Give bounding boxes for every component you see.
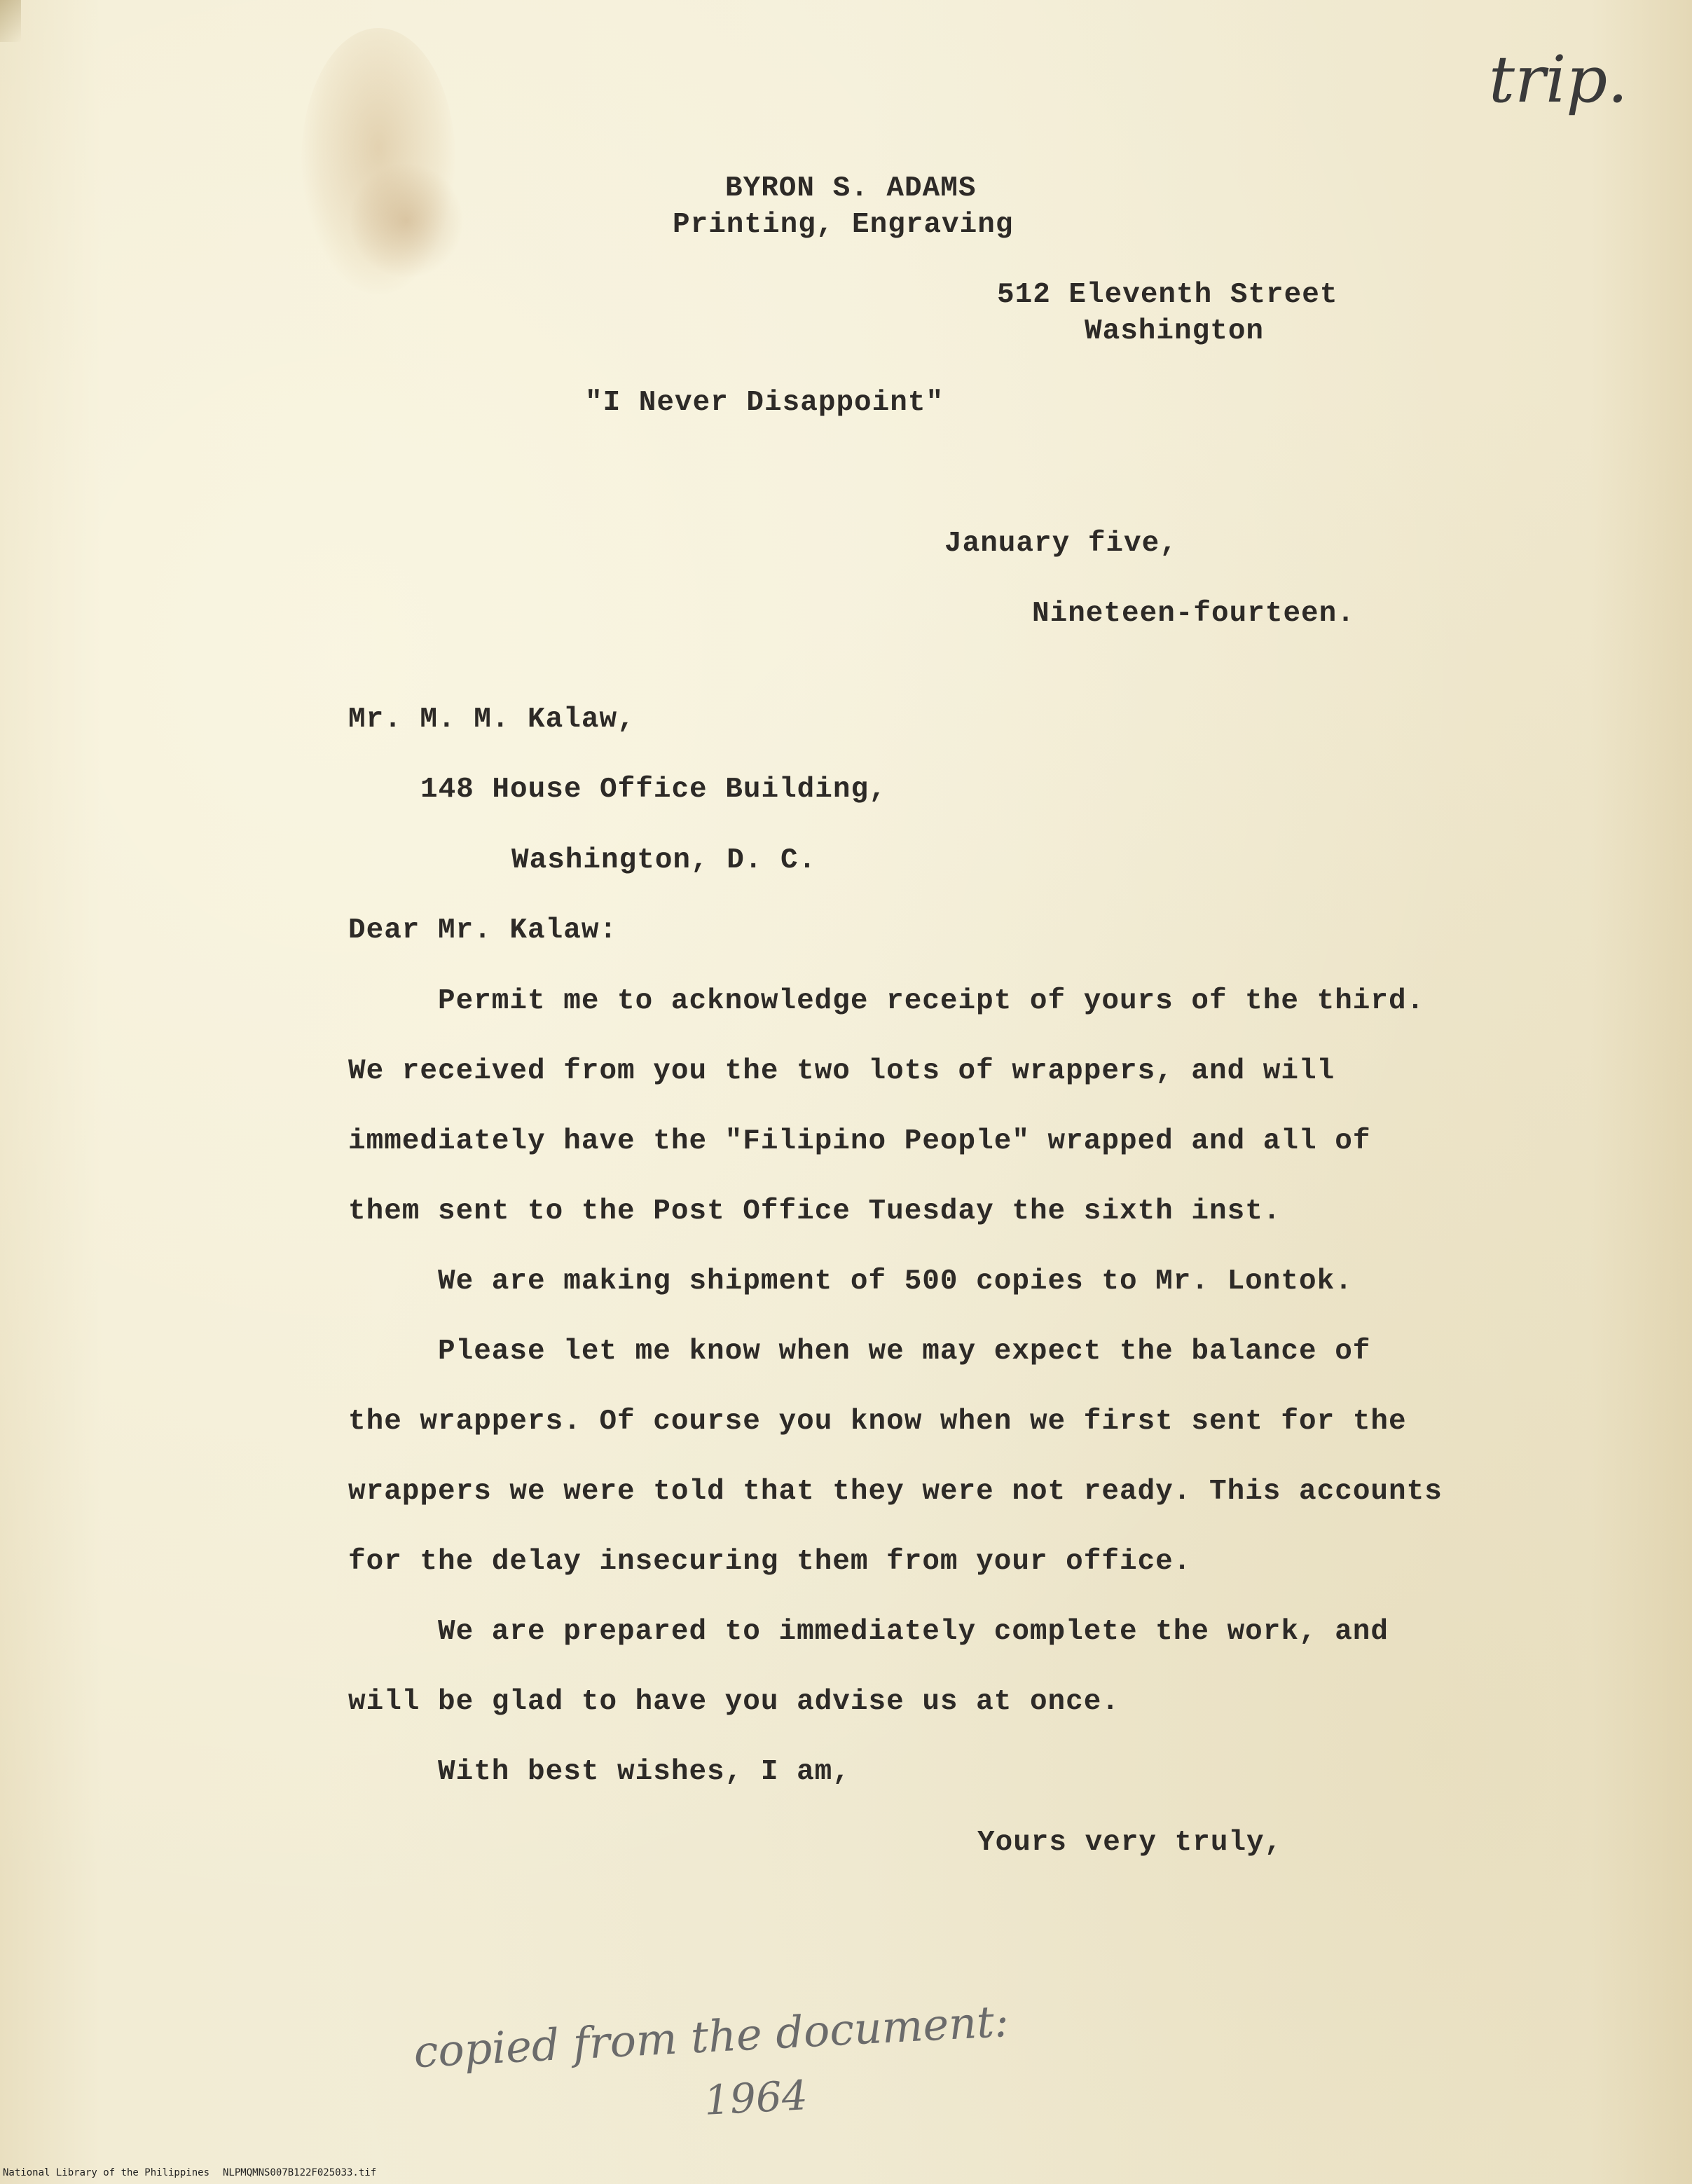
body-line: will be glad to have you advise us at once. bbox=[348, 1686, 1120, 1718]
body-line: for the delay insecuring them from your office. bbox=[348, 1546, 1192, 1578]
archive-footer bbox=[0, 2167, 1692, 2181]
letterhead-address-street: 512 Eleventh Street bbox=[997, 279, 1338, 311]
footer-library: National Library of the Philippines bbox=[3, 2167, 210, 2178]
body-line: wrappers we were told that they were not ready. This accounts bbox=[348, 1476, 1443, 1508]
body-line: We are prepared to immediately complete the work, and bbox=[438, 1616, 1389, 1648]
letterhead-address-city: Washington bbox=[1085, 315, 1265, 348]
date-line2: Nineteen-fourteen. bbox=[1032, 598, 1355, 630]
date-line1: January five, bbox=[944, 528, 1178, 560]
letterhead-business: Printing, Engraving bbox=[673, 209, 1014, 241]
footer-filename: NLPMQMNS007B122F025033.tif bbox=[223, 2167, 377, 2178]
body-line: immediately have the "Filipino People" wrapped and all of bbox=[348, 1125, 1371, 1158]
body-line: Please let me know when we may expect the balance of bbox=[438, 1335, 1371, 1368]
handwritten-note-line2: 1964 bbox=[703, 2071, 809, 2124]
annotation-trip: trip. bbox=[1489, 42, 1628, 117]
letterhead-motto: "I Never Disappoint" bbox=[585, 387, 944, 419]
recipient-name: Mr. M. M. Kalaw, bbox=[348, 703, 635, 736]
body-line: the wrappers. Of course you know when we first sent for the bbox=[348, 1406, 1407, 1438]
body-line: With best wishes, I am, bbox=[438, 1756, 851, 1788]
closing: Yours very truly, bbox=[977, 1827, 1283, 1859]
body-line: Permit me to acknowledge receipt of yours of the third. bbox=[438, 985, 1425, 1017]
page-corner-shadow bbox=[0, 0, 21, 42]
body-line: them sent to the Post Office Tuesday the sixth inst. bbox=[348, 1195, 1281, 1228]
coffee-stain-ring bbox=[350, 161, 462, 280]
body-line: We are making shipment of 500 copies to Mr. Lontok. bbox=[438, 1265, 1353, 1298]
letterhead-name: BYRON S. ADAMS bbox=[725, 172, 977, 205]
recipient-address1: 148 House Office Building, bbox=[420, 774, 887, 806]
recipient-address2: Washington, D. C. bbox=[511, 844, 817, 877]
body-line: We received from you the two lots of wrappers, and will bbox=[348, 1055, 1335, 1087]
salutation: Dear Mr. Kalaw: bbox=[348, 914, 618, 947]
handwritten-note-line1: copied from the document: bbox=[412, 1995, 1010, 2078]
